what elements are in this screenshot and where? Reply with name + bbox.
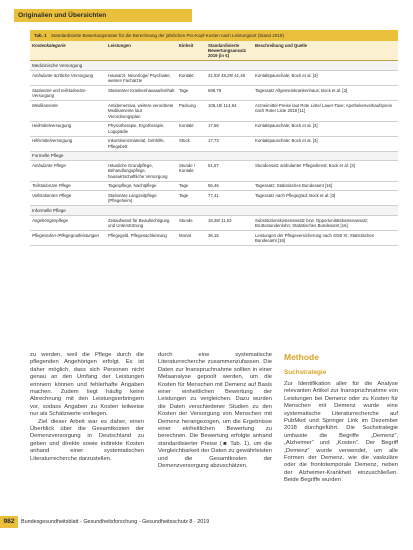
table-row: [30, 137, 398, 152]
table-caption: [30, 30, 398, 41]
table-cell: Hausarzt, Neurologe/ Psychiater, weitere Fachärzte: [108, 72, 171, 84]
table-cell: Tagessatz nach Pflegegrad; Bock et al. [3]: [255, 192, 336, 198]
table-cell: Kontakt: [179, 72, 194, 78]
table-cell: Arzneimittel-Preise laut Rote Liste/ Lauer-Taxe; Apothekenverkaufspreis nach Roter Liste 2018 [11]: [255, 102, 392, 114]
table-cell: Tage: [179, 87, 189, 93]
section-header: Originalien und Übersichten: [14, 9, 192, 22]
table-cell: 17,73: [208, 138, 219, 144]
table-cell: 106,18/ 114,84: [208, 102, 237, 108]
page-footer: [0, 516, 413, 528]
table-header-cell: Beschreibung und Quelle: [255, 42, 308, 48]
table-row: [30, 86, 398, 101]
table-cell: 51,67: [208, 162, 219, 168]
subsection-heading-suchstrategie: Suchstrategie: [284, 369, 327, 376]
table-row: [30, 216, 398, 231]
table-header-cell: Kostenkategorie: [32, 42, 66, 48]
table-cell: Hilfsmittelversorgung: [32, 138, 73, 144]
table-row: [30, 182, 398, 192]
table-cell: Ambulante ärztliche Versorgung: [32, 72, 93, 78]
table-cell: Stunde: [179, 217, 193, 223]
table-cell: Tagessatz Allgemeinkrankenhaus; Bock et al. [3]: [255, 87, 348, 93]
table-cell: Physiotherapie, Ergotherapie, Logopädie: [108, 123, 165, 134]
body-column-1: [30, 352, 144, 463]
table-header-cell: Leistungen: [108, 42, 131, 48]
table-cell: Vollstationäre Pflege: [32, 192, 72, 198]
body-paragraph: durch eine systematische Literaturrecherche zusammenzufassen. Die Daten zur Inanspruchnahme sollten in einer Metaanalyse gepoolt werden, um die Kosten für Menschen mit Demenz auf Basis einer einheitlichen Bewertung der Leistungen zu vergleichen. Dazu wurden die Daten verschiedener Studien zu den Kosten der Versorgung von Menschen mit Demenz herangezogen, um die Ergebnisse einer einheitlichen Bewertung zu berechnen. Die Bewertung erfolgte anhand standardisierter Preise (■ Tab. 1), um die Vergleichbarkeit der Daten zu gewährleisten und die Gesamtkosten der Demenzversorgung abzuschätzen.: [158, 352, 272, 470]
page-number: 982: [0, 516, 18, 528]
section-heading-methode: Methode: [284, 352, 319, 362]
table-caption-text: Standardisierte Bewertungsraster für die Berechnung der jährlichen Pro-Kopf-Kosten nach Leistungsart (Stand 2019): [50, 33, 284, 38]
cost-table: [30, 30, 398, 246]
table-cell: Kontaktpauschale; Bock et al. [3]: [255, 72, 318, 78]
table-row: [30, 71, 398, 86]
table-row: [30, 122, 398, 137]
body-column-2: [158, 352, 272, 471]
journal-citation: Bundesgesundheitsblatt - Gesundheitsforschung - Gesundheitsschutz 8 · 2019: [21, 519, 210, 525]
table-cell: Inkontinenzmaterial, Gehhilfe, Pflegebett: [108, 138, 165, 149]
body-paragraph: Ziel dieser Arbeit war es daher, einen Überblick über die Gesamtkosten der Demenzversorgung in Deutschland zu geben und direkte sowie indirekte Kosten anhand einer systematischen Literaturrecherche darzustellen.: [30, 418, 144, 462]
table-cell: 36,15: [208, 232, 219, 238]
table-cell: Tagespflege, Nachtpflege: [108, 183, 157, 189]
table-cell: Antidementiva, weitere verordnete Medikamente laut Verordnungsplan: [108, 102, 174, 119]
table-cell: Pflegegeld, Pflegesachleistung: [108, 232, 167, 238]
table-body: [30, 61, 398, 246]
table-cell: 698,79: [208, 87, 222, 93]
table-category-row: Medizinische Versorgung: [30, 61, 398, 71]
table-cell: Substitutionskostenansatz bzw. Opportunitätskostenansatz; Bruttostundenlohn; Statistisches Bundesamt [16]: [255, 217, 369, 229]
table-header-cell: Standardisierte Bewertungsansatz 2019 (in €): [208, 42, 246, 59]
table-number: Tab. 1: [34, 33, 47, 38]
table-cell: Zeitaufwand für Beaufsichtigung und Unterstützung: [108, 217, 170, 229]
table-cell: Häusliche Grundpflege, Behandlungspflege, hauswirtschaftliche Versorgung: [108, 162, 168, 179]
table-cell: Medikamente: [32, 102, 58, 108]
table-cell: Pflegestufen-/Pflegegradleistungen: [32, 232, 99, 238]
table-row: [30, 191, 398, 206]
table-row: [30, 161, 398, 181]
table-cell: Ambulante Pflege: [32, 162, 66, 168]
table-cell: 77,41: [208, 192, 219, 198]
table-cell: Stück: [179, 138, 190, 144]
table-cell: Teilstationäre Pflege: [32, 183, 71, 189]
body-paragraph: zu werden, weil die Pflege durch die pflegenden Angehörigen erfolgt. Es ist daher möglich, dass sich Personen nicht genau an den Umfang der Leistungen erinnern können und fehlerhafte Angaben machen. Zudem liegt häufig keine Abrechnung mit den Leistungserbringern vor, sodass Angaben zu Kosten teilweise nur als Schätzwerte vorliegen.: [30, 352, 144, 418]
body-paragraph: Zur Identifikation aller für die Analyse relevanten Artikel zur Inanspruchnahme von Leistungen bei Demenz oder zu Kosten für Menschen mit Demenz wurde eine systematische Literaturrecherche auf PubMed und Springer Link im Dezember 2018 durchgeführt. Die Suchstrategie umfasste die Begriffe „Demenz“, „Alzheimer“ und „Kosten“. Der Begriff „Demenz“ wurde verwendet, um alle Formen der Demenz, wie die vaskuläre oder die frontotemporale Demenz, neben der Alzheimer-Krankheit einzuschließen. Beide Begriffe wurden: [284, 381, 398, 484]
table-cell: 17,66: [208, 123, 219, 129]
table-cell: Angehörigenpflege: [32, 217, 69, 223]
table-header-cell: Einheit: [179, 42, 194, 48]
table-cell: Stationärer Krankenhausaufenthalt: [108, 87, 175, 93]
table-cell: Kontaktpauschale; Bock et al. [3]: [255, 123, 318, 129]
body-column-3: [284, 352, 398, 485]
table-row: [30, 101, 398, 121]
table-cell: Stationäre Langzeitpflege (Pflegeheim): [108, 192, 157, 204]
table-cell: Kontakt: [179, 123, 194, 129]
table-cell: Heilmittelversorgung: [32, 123, 72, 129]
table-cell: Stunde / Kontakt: [179, 162, 196, 174]
table-header-row: [30, 41, 398, 61]
table-cell: Packung: [179, 102, 196, 108]
table-cell: 18,38/ 11,53: [208, 217, 232, 223]
table-row: [30, 231, 398, 246]
table-cell: Stationäre und teilstationäre Versorgung: [32, 87, 86, 99]
table-cell: Leistungen der Pflegeversicherung nach SGB XI; Statistisches Bundesamt [16]: [255, 232, 374, 244]
table-cell: Monat: [179, 232, 191, 238]
table-cell: Tagessatz; Statistisches Bundesamt [16]: [255, 183, 333, 189]
table-cell: 31,93/ 48,29/ 41,48: [208, 72, 246, 78]
table-cell: Tage: [179, 183, 189, 189]
table-cell: 56,46: [208, 183, 219, 189]
table-cell: Stundensatz ambulanter Pflegedienst; Bock et al. [3]: [255, 162, 355, 168]
table-cell: Kontaktpauschale; Bock et al. [3]: [255, 138, 318, 144]
table-category-row: Informelle Pflege: [30, 206, 398, 216]
table-category-row: Formelle Pflege: [30, 152, 398, 162]
table-cell: Tage: [179, 192, 189, 198]
